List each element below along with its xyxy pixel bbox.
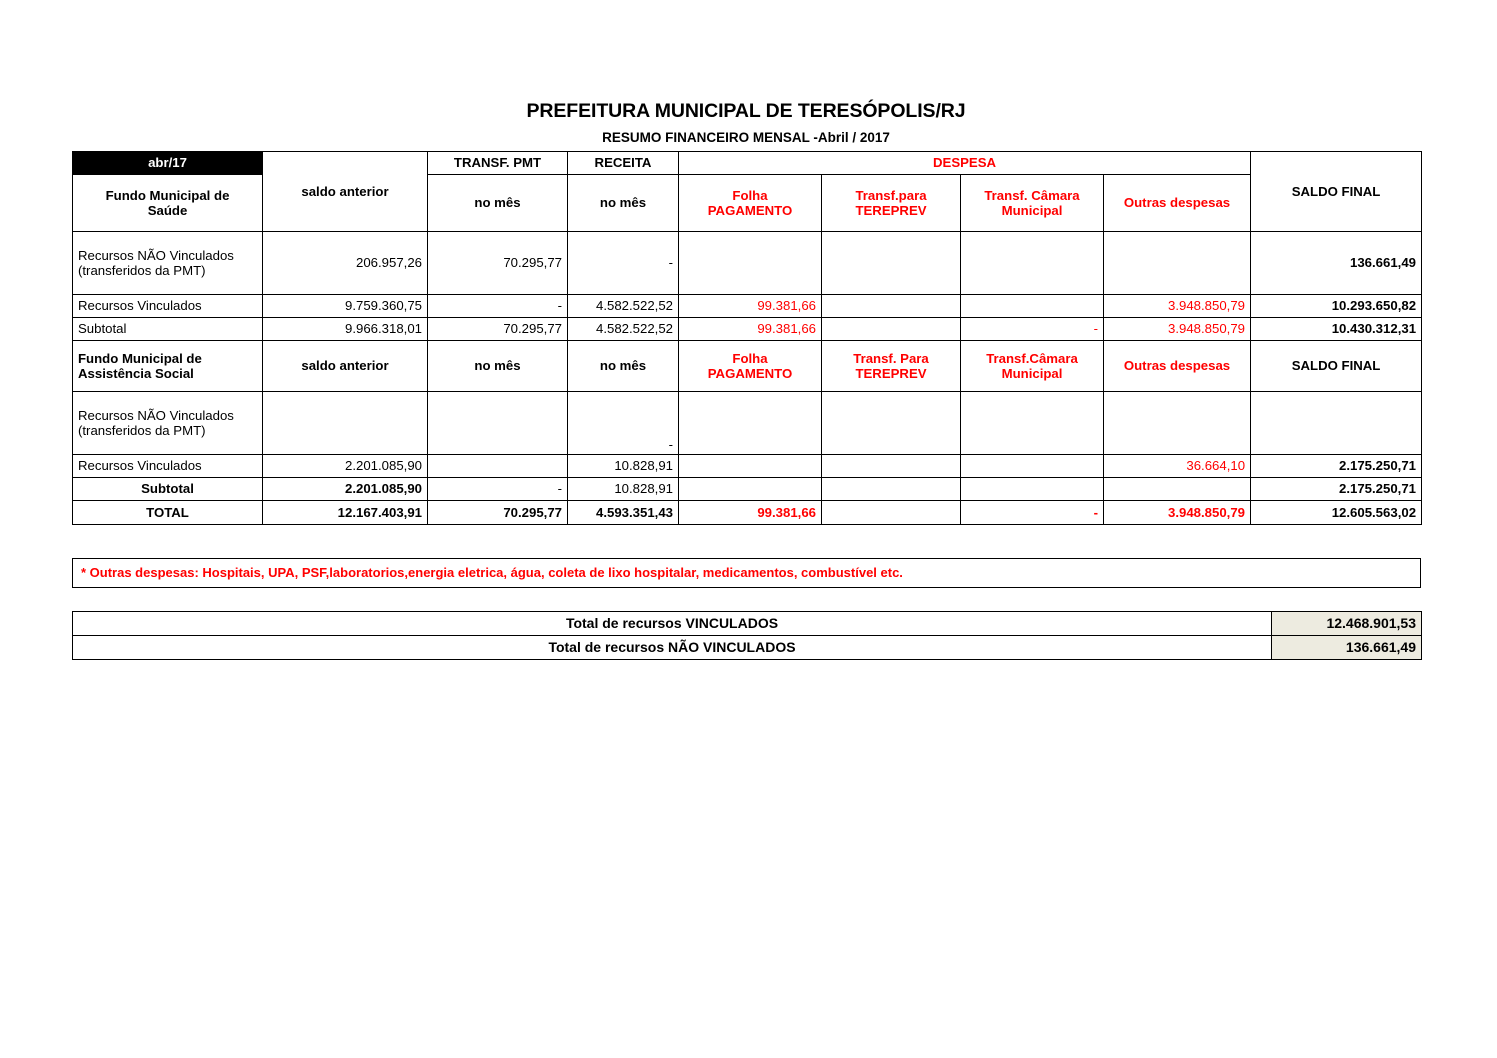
header-transf-pmt: TRANSF. PMT xyxy=(428,152,568,175)
header-saldo-anterior: saldo anterior xyxy=(263,152,428,232)
cell-saldo-anterior: 206.957,26 xyxy=(263,232,428,295)
cell-saldo-final: 10.430.312,31 xyxy=(1251,318,1422,341)
header-transf-tereprev xyxy=(822,175,961,232)
cell-outras xyxy=(1104,478,1251,501)
cell-tereprev xyxy=(822,501,961,525)
cell-folha: 99.381,66 xyxy=(679,295,822,318)
header-saldo-anterior-assistencia: saldo anterior xyxy=(263,341,428,392)
cell-camara xyxy=(961,232,1104,295)
cell-transf-pmt: 70.295,77 xyxy=(428,318,568,341)
cell-outras xyxy=(1104,392,1251,455)
row-label-saude-subtotal: Subtotal xyxy=(73,318,263,341)
table-header-row-1 xyxy=(73,152,1422,175)
cell-tereprev xyxy=(822,478,961,501)
page-title: PREFEITURA MUNICIPAL DE TERESÓPOLIS/RJ xyxy=(526,100,966,122)
cell-outras: 36.664,10 xyxy=(1104,455,1251,478)
totals-label-vinculados: Total de recursos VINCULADOS xyxy=(73,612,1272,636)
cell-folha: 99.381,66 xyxy=(679,501,822,525)
header-transf-camara xyxy=(961,175,1104,232)
cell-receita: 10.828,91 xyxy=(568,455,679,478)
cell-saldo-final: 2.175.250,71 xyxy=(1251,478,1422,501)
row-label-assistencia-vinculados: Recursos Vinculados xyxy=(73,455,263,478)
totals-footer-table xyxy=(72,611,1422,660)
financial-summary-table xyxy=(72,151,1422,525)
cell-saldo-anterior: 9.966.318,01 xyxy=(263,318,428,341)
cell-transf-pmt: - xyxy=(428,295,568,318)
cell-saldo-anterior: 12.167.403,91 xyxy=(263,501,428,525)
cell-folha xyxy=(679,392,822,455)
table-row-total xyxy=(73,501,1422,525)
note-row xyxy=(73,559,1421,588)
header-tereprev-line1: Transf. Para xyxy=(853,350,929,366)
cell-camara: - xyxy=(961,501,1104,525)
header-tereprev-line1: Transf.para xyxy=(855,187,927,203)
header-despesa: DESPESA xyxy=(679,152,1251,175)
totals-row-nao-vinculados xyxy=(73,636,1422,660)
cell-saldo-final: 136.661,49 xyxy=(1251,232,1422,295)
row-label-total: TOTAL xyxy=(73,501,263,525)
cell-receita: - xyxy=(568,392,679,455)
header-outras-despesas-assistencia: Outras despesas xyxy=(1104,341,1251,392)
header-receita: RECEITA xyxy=(568,152,679,175)
note-text: * Outras despesas: Hospitais, UPA, PSF,laboratorios,energia eletrica, água, coleta de lixo hospitalar, medicamentos, combustível etc. xyxy=(73,559,1421,588)
header-folha-pagamento-assistencia xyxy=(679,341,822,392)
cell-outras xyxy=(1104,232,1251,295)
cell-saldo-anterior xyxy=(263,392,428,455)
cell-camara xyxy=(961,295,1104,318)
row-label-line2: (transferidos da PMT) xyxy=(78,423,206,438)
cell-transf-pmt: 70.295,77 xyxy=(428,232,568,295)
table-row xyxy=(73,455,1422,478)
header-camara-line1: Transf. Câmara xyxy=(984,187,1080,203)
cell-saldo-anterior: 2.201.085,90 xyxy=(263,478,428,501)
header-tereprev-line2: TEREPREV xyxy=(855,203,927,218)
cell-transf-pmt xyxy=(428,392,568,455)
table-row xyxy=(73,392,1422,455)
cell-folha: 99.381,66 xyxy=(679,318,822,341)
header-saldo-final: SALDO FINAL xyxy=(1251,152,1422,232)
cell-camara xyxy=(961,455,1104,478)
header-folha-line1: Folha xyxy=(732,350,768,366)
header-folha-pagamento xyxy=(679,175,822,232)
cell-transf-pmt xyxy=(428,455,568,478)
header-fundo-assistencia xyxy=(73,341,263,392)
cell-camara xyxy=(961,478,1104,501)
cell-tereprev xyxy=(822,232,961,295)
page-subtitle: RESUMO FINANCEIRO MENSAL -Abril / 2017 xyxy=(602,130,890,145)
header-fundo-saude-line2: Saúde xyxy=(147,203,188,218)
row-label-saude-vinculados: Recursos Vinculados xyxy=(73,295,263,318)
header-camara-line2: Municipal xyxy=(1001,203,1063,218)
header-transf-camara-assistencia xyxy=(961,341,1104,392)
header-fundo-saude-line1: Fundo Municipal de xyxy=(105,187,230,203)
header-fundo-assistencia-line2: Assistência Social xyxy=(78,366,194,381)
cell-outras: 3.948.850,79 xyxy=(1104,295,1251,318)
header-receita-no-mes-assistencia: no mês xyxy=(568,341,679,392)
row-label-assistencia-subtotal: Subtotal xyxy=(73,478,263,501)
row-label-saude-nao-vinculados xyxy=(73,232,263,295)
cell-receita: 10.828,91 xyxy=(568,478,679,501)
cell-receita: 4.582.522,52 xyxy=(568,318,679,341)
cell-saldo-anterior: 9.759.360,75 xyxy=(263,295,428,318)
cell-outras: 3.948.850,79 xyxy=(1104,501,1251,525)
totals-value-nao-vinculados: 136.661,49 xyxy=(1272,636,1422,660)
cell-transf-pmt: 70.295,77 xyxy=(428,501,568,525)
table-row-subtotal xyxy=(73,478,1422,501)
row-label-assistencia-nao-vinculados xyxy=(73,392,263,455)
cell-tereprev xyxy=(822,455,961,478)
header-fundo-assistencia-line1: Fundo Municipal de xyxy=(78,350,202,366)
cell-receita: 4.593.351,43 xyxy=(568,501,679,525)
header-outras-despesas: Outras despesas xyxy=(1104,175,1251,232)
table-row xyxy=(73,232,1422,295)
header-transf-pmt-no-mes: no mês xyxy=(428,175,568,232)
header-transf-pmt-no-mes-assistencia: no mês xyxy=(428,341,568,392)
cell-receita: 4.582.522,52 xyxy=(568,295,679,318)
cell-saldo-anterior: 2.201.085,90 xyxy=(263,455,428,478)
table-row-subtotal xyxy=(73,318,1422,341)
table-header-row-assistencia xyxy=(73,341,1422,392)
header-saldo-final-assistencia: SALDO FINAL xyxy=(1251,341,1422,392)
totals-label-nao-vinculados: Total de recursos NÃO VINCULADOS xyxy=(73,636,1272,660)
row-label-line1: Recursos NÃO Vinculados xyxy=(78,407,234,423)
row-label-line2: (transferidos da PMT) xyxy=(78,263,206,278)
cell-folha xyxy=(679,455,822,478)
cell-transf-pmt: - xyxy=(428,478,568,501)
header-folha-line2: PAGAMENTO xyxy=(707,366,793,381)
header-transf-tereprev-assistencia xyxy=(822,341,961,392)
cell-tereprev xyxy=(822,295,961,318)
totals-row-vinculados xyxy=(73,612,1422,636)
cell-saldo-final xyxy=(1251,392,1422,455)
header-camara-line1: Transf.Câmara xyxy=(986,350,1078,366)
header-folha-line2: PAGAMENTO xyxy=(707,203,793,218)
note-table xyxy=(72,558,1421,588)
cell-tereprev xyxy=(822,318,961,341)
cell-saldo-final: 2.175.250,71 xyxy=(1251,455,1422,478)
cell-folha xyxy=(679,232,822,295)
cell-camara: - xyxy=(961,318,1104,341)
cell-saldo-final: 12.605.563,02 xyxy=(1251,501,1422,525)
header-folha-line1: Folha xyxy=(732,187,768,203)
totals-value-vinculados: 12.468.901,53 xyxy=(1272,612,1422,636)
cell-folha xyxy=(679,478,822,501)
cell-camara xyxy=(961,392,1104,455)
period-badge: abr/17 xyxy=(73,152,263,175)
header-fundo-saude xyxy=(73,175,263,232)
table-row xyxy=(73,295,1422,318)
cell-saldo-final: 10.293.650,82 xyxy=(1251,295,1422,318)
row-label-line1: Recursos NÃO Vinculados xyxy=(78,247,234,263)
cell-tereprev xyxy=(822,392,961,455)
header-tereprev-line2: TEREPREV xyxy=(855,366,927,381)
cell-receita: - xyxy=(568,232,679,295)
header-camara-line2: Municipal xyxy=(1001,366,1063,381)
cell-outras: 3.948.850,79 xyxy=(1104,318,1251,341)
header-receita-no-mes: no mês xyxy=(568,175,679,232)
